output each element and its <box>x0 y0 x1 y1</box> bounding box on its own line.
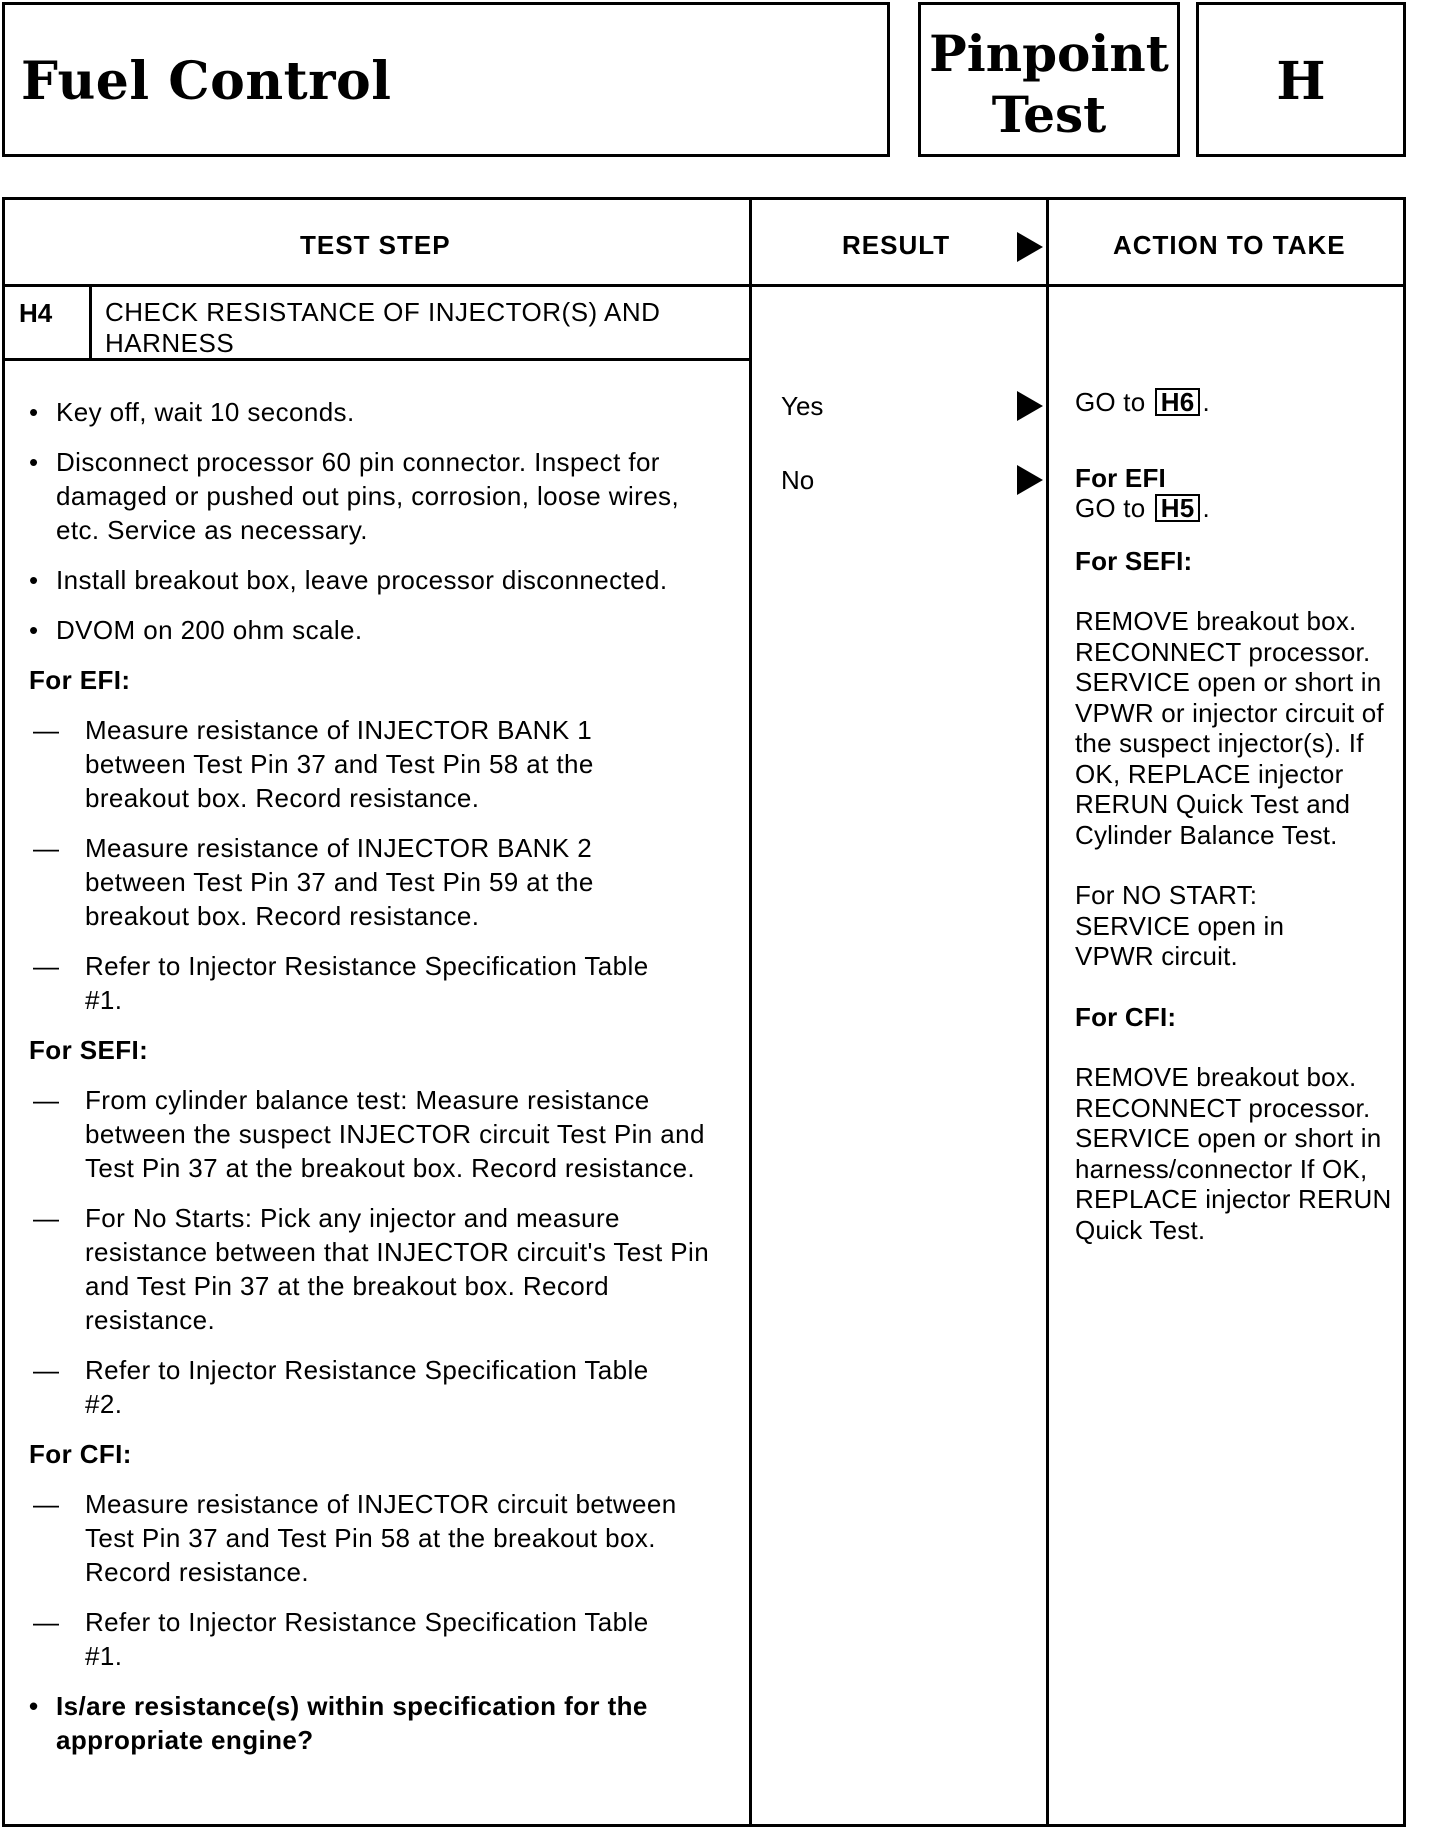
no-arrow-icon <box>1017 465 1043 495</box>
action-yes: GO to H6 . <box>1075 387 1210 417</box>
title-box <box>2 2 890 157</box>
efi-item: — Measure resistance of INJECTOR BANK 2 between Test Pin 37 and Test Pin 59 at the breakout box. Record resistance. <box>29 831 685 933</box>
step-ref-h5[interactable]: H5 <box>1155 494 1201 522</box>
column-header-result: RESULT <box>842 230 951 260</box>
column-header-action: ACTION TO TAKE <box>1113 230 1346 260</box>
step-title: CHECK RESISTANCE OF INJECTOR(S) AND HARNESS <box>105 297 661 358</box>
step-question: • Is/are resistance(s) within specification for the appropriate engine? <box>29 1689 729 1757</box>
pinpoint-label-line2: Test <box>991 85 1107 144</box>
sefi-item: — From cylinder balance test: Measure resistance between the suspect INJECTOR circuit Test Pin and Test Pin 37 at the breakout box. Record resistance. <box>29 1083 729 1185</box>
cfi-item: — Refer to Injector Resistance Specification Table #1. <box>29 1605 685 1673</box>
action-no-start-text: For NO START: SERVICE open in VPWR circuit. <box>1075 880 1285 971</box>
efi-item: — Refer to Injector Resistance Specification Table #1. <box>29 949 685 1017</box>
pinpoint-label-line1: Pinpoint <box>929 24 1169 83</box>
test-letter-box <box>1196 2 1406 157</box>
step-number-divider <box>89 284 92 358</box>
column-divider-action <box>1046 200 1049 1824</box>
result-no: No <box>781 465 815 495</box>
action-no-efi: GO to H5 . <box>1075 493 1210 523</box>
cfi-item: — Measure resistance of INJECTOR circuit between Test Pin 37 and Test Pin 58 at the breakout box. Record resistance. <box>29 1487 685 1589</box>
efi-item: — Measure resistance of INJECTOR BANK 1 between Test Pin 37 and Test Pin 58 at the breakout box. Record resistance. <box>29 713 685 815</box>
action-sefi-text: REMOVE breakout box. RECONNECT processor. SERVICE open or short in VPWR or injector circuit of the suspect injector(s). If OK, REPLACE injector RERUN Quick Test and Cylinder Balance Test. <box>1075 606 1384 850</box>
step-number: H4 <box>19 298 53 328</box>
result-arrow-icon <box>1017 232 1043 262</box>
page-title: Fuel Control <box>21 51 392 112</box>
result-yes: Yes <box>781 391 824 421</box>
step-item: • Disconnect processor 60 pin connector. Inspect for damaged or pushed out pins, corrosion, loose wires, etc. Service as necessary. <box>29 445 729 547</box>
sefi-item: — Refer to Injector Resistance Specification Table #2. <box>29 1353 685 1421</box>
go-to-text: GO to <box>1075 387 1146 417</box>
cfi-heading: For CFI: <box>29 1439 132 1469</box>
sefi-heading: For SEFI: <box>29 1035 149 1065</box>
pinpoint-test-box <box>918 2 1180 157</box>
step-item: • Install breakout box, leave processor disconnected. <box>29 563 729 597</box>
column-divider-result <box>749 200 752 1824</box>
test-table <box>2 197 1406 1827</box>
yes-arrow-icon <box>1017 391 1043 421</box>
test-letter: H <box>1276 51 1326 112</box>
pinpoint-test-label <box>921 23 1177 145</box>
step-ref-h6[interactable]: H6 <box>1155 388 1201 416</box>
column-header-test-step: TEST STEP <box>300 230 451 260</box>
header-divider <box>5 284 1403 287</box>
action-cfi-heading: For CFI: <box>1075 1001 1177 1032</box>
step-item: • Key off, wait 10 seconds. <box>29 395 729 429</box>
test-step-body <box>29 395 729 1773</box>
action-column <box>1075 387 1405 1245</box>
sefi-item: — For No Starts: Pick any injector and measure resistance between that INJECTOR circuit's Test Pin and Test Pin 37 at the breakout box. Record resistance. <box>29 1201 729 1337</box>
go-to-text: GO to <box>1075 493 1146 523</box>
step-item: • DVOM on 200 ohm scale. <box>29 613 729 647</box>
action-sefi-heading: For SEFI: <box>1075 545 1193 576</box>
action-no-efi-heading: For EFI <box>1075 462 1166 493</box>
action-cfi-text: REMOVE breakout box. RECONNECT processor. SERVICE open or short in harness/connector If OK, REPLACE injector RERUN Quick Test. <box>1075 1062 1392 1245</box>
efi-heading: For EFI: <box>29 665 131 695</box>
